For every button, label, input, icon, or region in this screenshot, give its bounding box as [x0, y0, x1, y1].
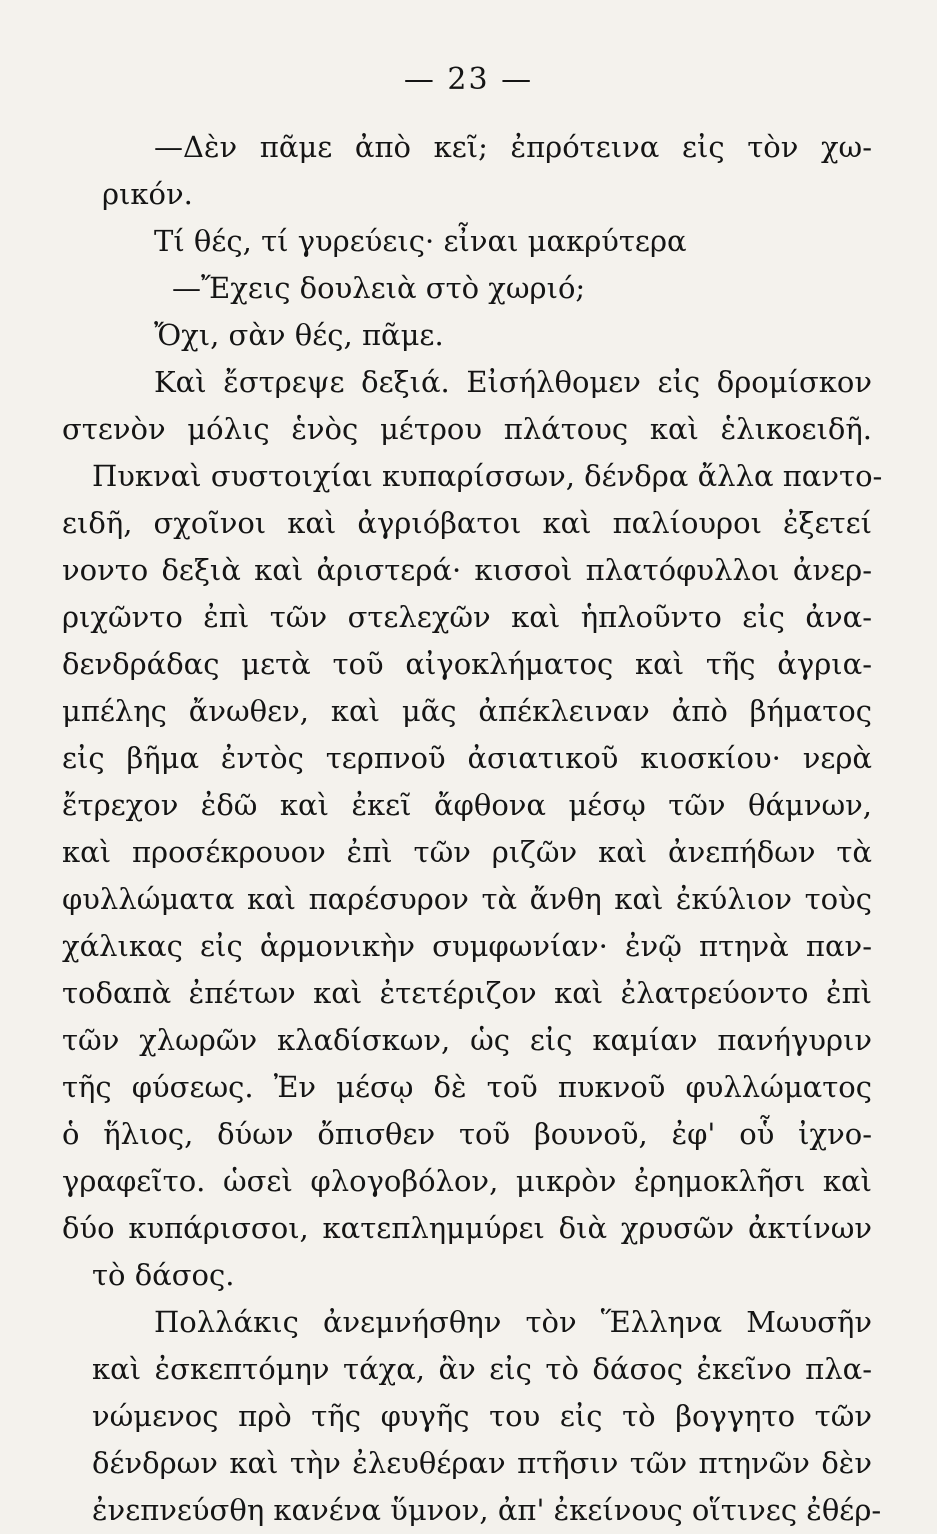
text-line: δύο κυπάρισσοι, κατεπλημμύρει διὰ χρυσῶν ἀκτίνων — [62, 1211, 872, 1245]
page-number: — 23 — — [403, 62, 534, 97]
text-line: Πολλάκις ἀνεμνήσθην τὸν Ἕλληνα Μωυσῆν — [154, 1305, 872, 1339]
text-line: δενδράδας μετὰ τοῦ αἰγοκλήματος καὶ τῆς ἀγρια- — [62, 647, 872, 681]
text-line: Ὄχι, σὰν θές, πᾶμε. — [154, 318, 444, 352]
text-line: ἔτρεχον ἐδῶ καὶ ἐκεῖ ἄφθονα μέσῳ τῶν θάμνων, — [62, 788, 872, 822]
text-line: τῶν χλωρῶν κλαδίσκων, ὡς εἰς καμίαν πανήγυριν — [62, 1023, 872, 1057]
text-line: νοντο δεξιὰ καὶ ἀριστερά· κισσοὶ πλατόφυλλοι ἀνερ- — [62, 553, 872, 587]
text-line: Τί θές, τί γυρεύεις· εἶναι μακρύτερα — [154, 224, 687, 258]
text-line: Πυκναὶ συστοιχίαι κυπαρίσσων, δένδρα ἄλλα παντο- — [92, 459, 883, 493]
text-line: φυλλώματα καὶ παρέσυρον τὰ ἄνθη καὶ ἐκύλιον τοὺς — [62, 882, 872, 916]
text-line: ρικόν. — [102, 177, 193, 211]
text-line: ριχῶντο ἐπὶ τῶν στελεχῶν καὶ ἡπλοῦντο εἰς ἀνα- — [62, 600, 872, 634]
text-line: ειδῆ, σχοῖνοι καὶ ἀγριόβατοι καὶ παλίουροι ἐξετεί — [62, 506, 872, 540]
text-line: τὸ δάσος. — [92, 1258, 235, 1292]
text-line: ὁ ἥλιος, δύων ὄπισθεν τοῦ βουνοῦ, ἐφ' οὗ ἰχνο- — [62, 1117, 872, 1151]
text-line: —Ἔχεις δουλειὰ στὸ χωριό; — [172, 271, 586, 305]
text-line: τοδαπὰ ἐπέτων καὶ ἐτετέριζον καὶ ἐλατρεύοντο ἐπὶ — [62, 976, 872, 1010]
text-line: καὶ προσέκρουον ἐπὶ τῶν ριζῶν καὶ ἀνεπήδων τὰ — [62, 835, 872, 869]
text-line: μπέλης ἄνωθεν, καὶ μᾶς ἀπέκλειναν ἀπὸ βήματος — [62, 694, 872, 728]
text-line: τῆς φύσεως. Ἐν μέσῳ δὲ τοῦ πυκνοῦ φυλλώματος — [62, 1070, 872, 1104]
text-line: καὶ ἐσκεπτόμην τάχα, ἂν εἰς τὸ δάσος ἐκεῖνο πλα- — [92, 1352, 872, 1386]
text-line: γραφεῖτο. ὡσεὶ φλογοβόλον, μικρὸν ἐρημοκλῆσι καὶ — [62, 1164, 872, 1198]
text-line: ἐνεπνεύσθη κανένα ὕμνον, ἀπ' ἐκείνους οἵτινες ἐθέρ- — [92, 1493, 882, 1527]
text-line: στενὸν μόλις ἑνὸς μέτρου πλάτους καὶ ἑλικοειδῆ. — [62, 412, 872, 446]
text-line: δένδρων καὶ τὴν ἐλευθέραν πτῆσιν τῶν πτηνῶν δὲν — [92, 1446, 872, 1480]
text-line: —Δὲν πᾶμε ἀπὸ κεῖ; ἐπρότεινα εἰς τὸν χω- — [154, 130, 872, 164]
text-line: νώμενος πρὸ τῆς φυγῆς του εἰς τὸ βογγητο τῶν — [92, 1399, 872, 1433]
body-text — [62, 124, 883, 1534]
text-line: εἰς βῆμα ἐντὸς τερπνοῦ ἀσιατικοῦ κιοσκίου· νερὰ — [62, 741, 872, 775]
text-line: χάλικας εἰς ἁρμονικὴν συμφωνίαν· ἐνῷ πτηνὰ παν- — [62, 929, 872, 963]
text-line: Καὶ ἔστρεψε δεξιά. Εἰσήλθομεν εἰς δρομίσκον — [154, 365, 872, 399]
